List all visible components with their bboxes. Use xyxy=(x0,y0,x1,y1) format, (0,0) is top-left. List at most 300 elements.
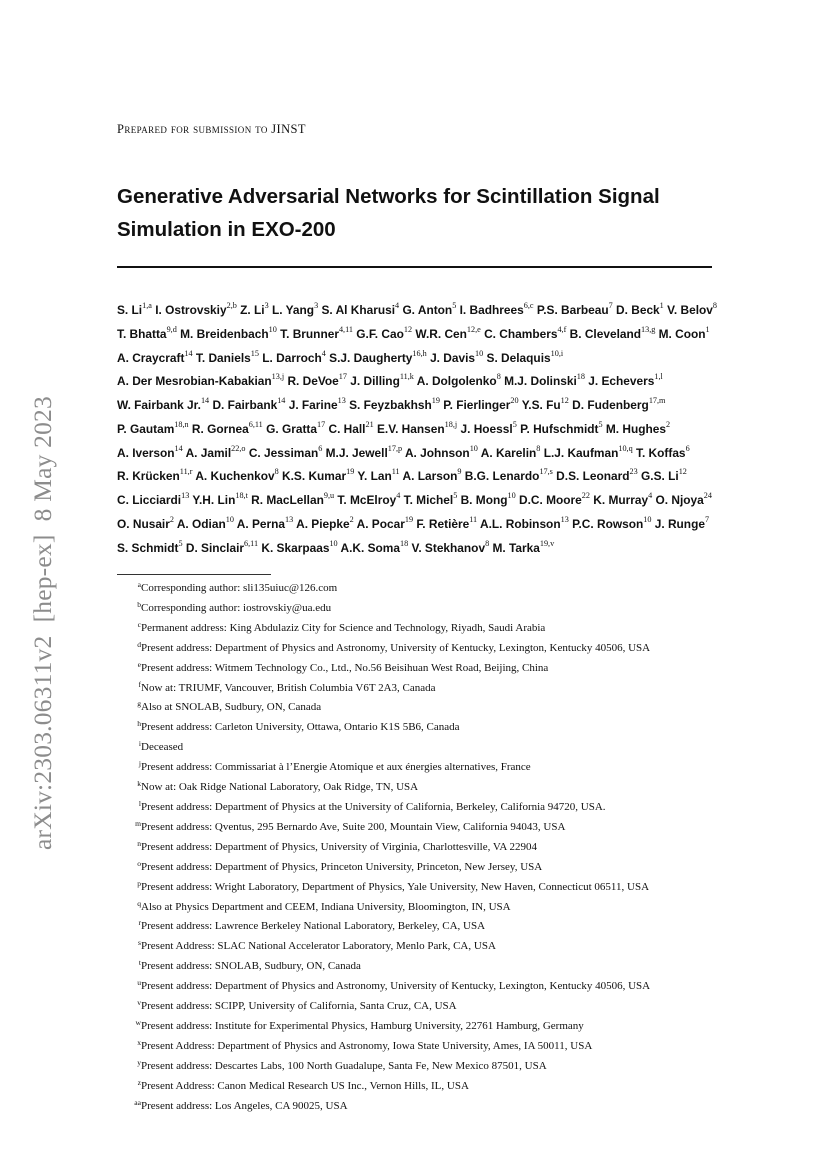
author-name: V. Belov xyxy=(667,302,713,317)
author-name: Y. Lan xyxy=(357,469,392,484)
footnote-mark: l xyxy=(138,798,141,808)
author-name: O. Nusair xyxy=(117,516,170,531)
author-entry xyxy=(117,514,174,531)
author-affiliation-mark: 12,e xyxy=(466,324,481,334)
author-affiliation-mark: 17,p xyxy=(387,443,403,453)
footnote-item xyxy=(117,1035,727,1055)
author-entry xyxy=(504,374,585,388)
author-entry xyxy=(321,303,399,317)
author-name: C. Hall xyxy=(328,421,366,436)
footnote-mark: n xyxy=(137,838,141,848)
footnote-mark: p xyxy=(137,878,141,888)
author-affiliation-mark: 1 xyxy=(705,324,710,334)
footnote-divider xyxy=(117,574,271,575)
author-name: I. Badhrees xyxy=(459,302,524,317)
author-name: T. Michel xyxy=(403,493,454,508)
author-name: A. Jamil xyxy=(185,445,232,460)
author-name: S.J. Daugherty xyxy=(329,350,413,365)
footnote-text: Now at: TRIUMF, Vancouver, British Columbia V6T 2A3, Canada xyxy=(141,681,436,694)
author-affiliation-mark: 13 xyxy=(337,396,346,406)
author-entry xyxy=(605,419,671,436)
footnote-item xyxy=(117,617,727,637)
author-entry xyxy=(588,374,663,388)
author-affiliation-mark: 17 xyxy=(316,419,326,429)
author-name: B. Cleveland xyxy=(569,326,642,341)
author-affiliation-mark: 4,11 xyxy=(338,324,353,334)
author-entry xyxy=(403,469,462,483)
author-entry xyxy=(328,419,374,436)
author-name: T. Bhatta xyxy=(117,326,167,341)
author-entry xyxy=(195,469,278,483)
author-name: P.S. Barbeau xyxy=(536,302,609,317)
author-name: L.J. Kaufman xyxy=(543,445,619,460)
author-affiliation-mark: 14 xyxy=(184,348,193,358)
author-name: S. Schmidt xyxy=(117,540,179,555)
author-affiliation-mark: 5 xyxy=(452,301,457,310)
footnote-text: Present address: Department of Physics at the University of California, Berkeley, California 94720, USA. xyxy=(141,800,606,813)
author-affiliation-mark: 4 xyxy=(648,491,653,501)
author-entry xyxy=(350,374,414,388)
author-affiliation-mark: 4,f xyxy=(557,324,567,334)
footnote-mark: v xyxy=(137,998,141,1008)
author-entry xyxy=(337,493,400,507)
author-entry xyxy=(404,493,458,507)
footnote-mark: m xyxy=(135,818,141,828)
author-name: D. Fairbank xyxy=(212,398,278,413)
author-entry xyxy=(191,419,263,436)
footnote-text: Present address: Wright Laboratory, Department of Physics, Yale University, New Haven, Connecticut 06511, USA xyxy=(141,880,650,893)
author-affiliation-mark: 17,m xyxy=(648,396,666,406)
author-name: A. Der Mesrobian-Kabakian xyxy=(117,374,272,389)
author-entry xyxy=(236,514,294,531)
author-affiliation-mark: 10 xyxy=(469,443,478,453)
author-name: C. Jessiman xyxy=(248,445,319,460)
author-affiliation-mark: 6,c xyxy=(523,301,534,310)
footnote-mark: q xyxy=(137,898,141,908)
footnote-text: Present address: Lawrence Berkeley National Laboratory, Berkeley, CA, USA xyxy=(141,920,486,933)
footnote-text: Present Address: Canon Medical Research US Inc., Vernon Hills, IL, USA xyxy=(141,1079,469,1092)
footnote-item xyxy=(117,1015,727,1035)
author-entry xyxy=(415,324,481,341)
author-name: D.S. Leonard xyxy=(556,469,630,484)
author-name: K.S. Kumar xyxy=(282,469,347,484)
author-entry xyxy=(266,419,326,436)
author-entry xyxy=(543,443,633,460)
footnote-mark: c xyxy=(137,619,141,629)
author-affiliation-mark: 5 xyxy=(512,419,517,429)
author-affiliation-mark: 18 xyxy=(576,372,585,382)
author-name: G. Anton xyxy=(402,302,453,317)
author-affiliation-mark: 6 xyxy=(685,443,690,453)
author-affiliation-mark: 10 xyxy=(475,348,484,358)
author-name: S. Li xyxy=(117,302,143,317)
author-affiliation-mark: 1,a xyxy=(142,301,152,310)
author-name: D.C. Moore xyxy=(518,493,582,508)
footnote-item xyxy=(117,856,727,876)
footnote-text: Present address: Qventus, 295 Bernardo Ave, Suite 200, Mountain View, California 94043, USA xyxy=(141,820,566,833)
author-affiliation-mark: 13,j xyxy=(271,372,285,382)
author-affiliation-mark: 4 xyxy=(395,301,400,310)
footnote-item xyxy=(117,896,727,916)
footnote-mark: j xyxy=(138,759,141,769)
author-name: J. Farine xyxy=(288,398,338,413)
author-entry xyxy=(402,303,456,317)
author-entry xyxy=(262,348,326,365)
author-entry xyxy=(280,324,353,341)
author-name: J. Hoessl xyxy=(460,421,513,436)
author-entry xyxy=(667,303,717,317)
author-affiliation-mark: 8 xyxy=(496,372,501,382)
author-entry xyxy=(356,514,414,531)
author-affiliation-mark: 9 xyxy=(457,467,462,477)
footnote-text: Present address: Institute for Experimental Physics, Hamburg University, 22761 Hamburg, Germany xyxy=(141,1019,584,1032)
footnote-item xyxy=(117,995,727,1015)
author-affiliation-mark: 22,o xyxy=(231,443,246,453)
author-affiliation-mark: 13,g xyxy=(641,324,656,334)
footnote-text: Present address: SNOLAB, Sudbury, ON, Canada xyxy=(141,960,361,973)
author-affiliation-mark: 19 xyxy=(431,396,440,406)
author-name: D. Beck xyxy=(616,302,660,317)
author-entry xyxy=(593,493,652,507)
author-name: T. Koffas xyxy=(636,445,686,460)
footnote-text: Present address: Department of Physics, University of Virginia, Charlottesville, VA 22904 xyxy=(141,840,538,853)
author-entry xyxy=(176,514,234,531)
author-affiliation-mark: 10 xyxy=(507,491,516,501)
author-entry xyxy=(519,493,590,507)
author-name: R. MacLellan xyxy=(251,493,324,508)
footnote-mark: z xyxy=(137,1077,141,1087)
author-name: A. Larson xyxy=(402,469,458,484)
author-name: A. Craycraft xyxy=(117,350,185,365)
author-affiliation-mark: 19,v xyxy=(539,538,555,548)
footnote-mark: u xyxy=(137,978,141,988)
author-entry xyxy=(460,303,534,317)
author-name: W. Fairbank Jr. xyxy=(117,398,201,413)
footnote-mark: e xyxy=(137,659,141,669)
footnote-text: Present address: Commissariat à l’Energie Atomique et aux énergies alternatives, France xyxy=(141,761,531,774)
footnote-mark: t xyxy=(138,958,141,968)
author-name: T. Brunner xyxy=(280,326,339,341)
author-name: M. Hughes xyxy=(605,421,667,436)
paper-title: Generative Adversarial Networks for Scintillation Signal Simulation in EXO-200 xyxy=(117,185,660,241)
footnote-item xyxy=(117,597,727,617)
footnote-text: Present address: Department of Physics and Astronomy, University of Kentucky, Lexington, Kentucky 40506, USA xyxy=(141,980,651,993)
author-affiliation-mark: 4 xyxy=(321,348,326,358)
footnote-text: Corresponding author: iostrovskiy@ua.edu xyxy=(141,601,332,614)
footnote-text: Now at: Oak Ridge National Laboratory, Oak Ridge, TN, USA xyxy=(141,781,419,794)
author-entry xyxy=(537,303,613,317)
author-name: M. Tarka xyxy=(492,540,540,555)
author-affiliation-mark: 5 xyxy=(453,491,458,501)
footnote-item xyxy=(117,955,727,975)
author-name: M. Coon xyxy=(658,326,706,341)
author-entry xyxy=(251,493,334,507)
author-name: A.L. Robinson xyxy=(480,516,561,531)
author-entry xyxy=(461,493,516,507)
author-entry xyxy=(443,398,518,412)
author-entry xyxy=(248,443,323,460)
author-affiliation-mark: 18 xyxy=(399,538,409,548)
footnote-item xyxy=(117,776,727,796)
footnote-item xyxy=(117,736,727,756)
author-entry xyxy=(492,538,555,555)
footnote-item xyxy=(117,677,727,697)
author-affiliation-mark: 18,n xyxy=(174,419,189,429)
author-name: S. Al Kharusi xyxy=(321,302,396,317)
author-entry xyxy=(180,324,277,341)
author-affiliation-mark: 24 xyxy=(703,491,712,501)
footnote-item xyxy=(117,1075,727,1095)
footnote-item xyxy=(117,836,727,856)
author-name: A. Perna xyxy=(236,516,286,531)
author-entry xyxy=(569,324,656,341)
author-name: L. Yang xyxy=(271,302,315,317)
footnote-item xyxy=(117,915,727,935)
footnote-text: Present address: Carleton University, Ottawa, Ontario K1S 5B6, Canada xyxy=(141,721,460,734)
author-affiliation-mark: 11 xyxy=(391,467,400,477)
footnote-text: Corresponding author: sli135uiuc@126.com xyxy=(141,582,338,594)
author-affiliation-mark: 11,r xyxy=(179,467,193,477)
author-entry xyxy=(556,469,638,483)
author-name: R. Gornea xyxy=(191,421,249,436)
author-entry xyxy=(357,469,399,483)
author-affiliation-mark: 8 xyxy=(536,443,541,453)
author-entry xyxy=(325,443,403,460)
footnote-text: Present address: Department of Physics and Astronomy, University of Kentucky, Lexington, Kentucky 40506, USA xyxy=(141,641,651,654)
author-entry xyxy=(240,303,269,317)
author-affiliation-mark: 2 xyxy=(666,419,671,429)
author-entry xyxy=(377,419,458,436)
author-entry xyxy=(117,419,189,436)
author-name: R. DeVoe xyxy=(287,374,339,389)
author-affiliation-mark: 13 xyxy=(560,514,569,524)
footnote-mark: i xyxy=(138,739,141,749)
author-affiliation-mark: 5 xyxy=(178,538,183,548)
author-name: B. Mong xyxy=(460,493,508,508)
author-name: A. Piepke xyxy=(296,516,350,531)
author-affiliation-mark: 19 xyxy=(404,514,414,524)
author-affiliation-mark: 2,b xyxy=(226,301,237,310)
author-name: S. Delaquis xyxy=(486,350,551,365)
author-name: G.F. Cao xyxy=(356,326,404,341)
author-affiliation-mark: 8 xyxy=(274,467,279,477)
author-entry xyxy=(117,398,209,412)
footnote-list xyxy=(117,577,727,1114)
author-list xyxy=(117,297,722,558)
footnote-mark: h xyxy=(137,719,141,729)
footnote-item xyxy=(117,756,727,776)
footnote-text: Present address: Descartes Labs, 100 North Guadalupe, Santa Fe, New Mexico 87501, USA xyxy=(141,1059,547,1072)
author-name: K. Murray xyxy=(593,493,649,508)
author-name: A. Dolgolenko xyxy=(416,374,497,389)
author-name: A. Kuchenkov xyxy=(195,469,275,484)
author-entry xyxy=(272,303,318,317)
footnote-item xyxy=(117,975,727,995)
footnote-mark: o xyxy=(137,858,141,868)
author-affiliation-mark: 3 xyxy=(314,301,319,310)
author-name: Z. Li xyxy=(240,302,265,317)
author-name: W.R. Cen xyxy=(415,326,467,341)
author-affiliation-mark: 8 xyxy=(712,301,717,310)
footnote-text: Present address: SCIPP, University of California, Santa Cruz, CA, USA xyxy=(141,1000,457,1013)
author-entry xyxy=(117,469,192,483)
author-name: T. McElroy xyxy=(337,493,397,508)
footnote-text: Permanent address: King Abdulaziz City for Science and Technology, Riyadh, Saudi Arabia xyxy=(141,621,546,634)
author-affiliation-mark: 22 xyxy=(581,491,590,501)
author-affiliation-mark: 18,t xyxy=(235,491,248,501)
footnote-item xyxy=(117,796,727,816)
author-entry xyxy=(195,348,259,365)
author-entry xyxy=(484,324,567,341)
author-entry xyxy=(117,493,189,507)
author-entry xyxy=(117,443,183,460)
author-entry xyxy=(486,348,564,365)
footnote-item xyxy=(117,657,727,677)
author-entry xyxy=(411,538,490,555)
author-affiliation-mark: 5 xyxy=(598,419,603,429)
author-affiliation-mark: 10,q xyxy=(618,443,633,453)
footnote-item xyxy=(117,876,727,896)
author-name: C. Licciardi xyxy=(117,493,182,508)
footnote-mark: a xyxy=(137,580,141,589)
author-name: D. Fudenberg xyxy=(572,398,649,413)
author-name: L. Darroch xyxy=(262,350,322,365)
author-affiliation-mark: 9,u xyxy=(323,491,335,501)
author-name: A. Odian xyxy=(176,516,226,531)
author-name: V. Stekhanov xyxy=(411,540,486,555)
author-affiliation-mark: 19 xyxy=(346,467,355,477)
author-name: F. Retière xyxy=(416,516,470,531)
footnote-text: Present address: Witmem Technology Co., Ltd., No.56 Beisihuan West Road, Beijing, China xyxy=(141,661,549,674)
footnote-text: Also at SNOLAB, Sudbury, ON, Canada xyxy=(141,701,322,714)
author-name: A. Johnson xyxy=(404,445,470,460)
footnote-item xyxy=(117,577,727,597)
author-entry xyxy=(185,538,259,555)
footnote-mark: x xyxy=(137,1037,141,1047)
author-affiliation-mark: 6,11 xyxy=(244,538,259,548)
author-name: J. Davis xyxy=(430,350,476,365)
footnote-mark: w xyxy=(135,1017,141,1027)
author-name: A. Iverson xyxy=(117,445,175,460)
footnote-item xyxy=(117,1055,727,1075)
author-entry xyxy=(616,303,664,317)
footnote-mark: y xyxy=(137,1057,141,1067)
author-entry xyxy=(658,324,710,341)
author-entry xyxy=(329,348,427,365)
author-affiliation-mark: 11 xyxy=(469,514,478,524)
author-entry xyxy=(520,419,603,436)
footnote-item xyxy=(117,1095,727,1115)
author-name: E.V. Hansen xyxy=(377,421,445,436)
author-affiliation-mark: 7 xyxy=(608,301,613,310)
author-affiliation-mark: 14 xyxy=(277,396,286,406)
author-name: J. Runge xyxy=(654,516,705,531)
author-affiliation-mark: 2 xyxy=(169,514,174,524)
author-entry xyxy=(430,348,484,365)
author-name: K. Skarpaas xyxy=(261,540,330,555)
author-affiliation-mark: 1 xyxy=(659,301,664,310)
author-affiliation-mark: 14 xyxy=(174,443,183,453)
arxiv-identifier-stamp: arXiv:2303.06311v2 [hep-ex] 8 May 2023 xyxy=(28,396,57,850)
author-entry xyxy=(572,514,652,531)
footnote-text: Present address: Department of Physics, Princeton University, Princeton, New Jersey, USA xyxy=(141,860,543,873)
footnote-mark: s xyxy=(138,938,141,948)
author-affiliation-mark: 17,s xyxy=(539,467,553,477)
author-affiliation-mark: 21 xyxy=(365,419,374,429)
author-affiliation-mark: 4 xyxy=(396,491,401,501)
author-name: J. Echevers xyxy=(588,374,655,389)
author-entry xyxy=(261,538,338,555)
footnote-text: Present Address: Department of Physics and Astronomy, Iowa State University, Ames, IA 50011, USA xyxy=(141,1039,593,1052)
author-affiliation-mark: 6 xyxy=(318,443,323,453)
author-name: G.S. Li xyxy=(641,469,679,484)
author-name: G. Gratta xyxy=(266,421,317,436)
author-entry xyxy=(117,348,193,365)
author-affiliation-mark: 10,i xyxy=(550,348,564,358)
author-entry xyxy=(212,398,285,412)
author-entry xyxy=(117,538,183,555)
footnote-item xyxy=(117,637,727,657)
author-entry xyxy=(349,398,440,412)
author-entry xyxy=(654,514,710,531)
author-name: Y.H. Lin xyxy=(192,493,236,508)
author-affiliation-mark: 10 xyxy=(268,324,277,334)
footnote-item xyxy=(117,935,727,955)
author-entry xyxy=(480,514,569,531)
author-entry xyxy=(480,443,541,460)
author-name: A.K. Soma xyxy=(340,540,400,555)
author-affiliation-mark: 18,j xyxy=(444,419,458,429)
author-name: M.J. Jewell xyxy=(325,445,388,460)
journal-name: JINST xyxy=(271,122,306,136)
author-entry xyxy=(289,398,346,412)
footnote-mark: g xyxy=(137,699,141,709)
footnote-text: Deceased xyxy=(141,741,184,754)
author-affiliation-mark: 1,l xyxy=(654,372,663,382)
author-name: M.J. Dolinski xyxy=(504,374,577,389)
author-affiliation-mark: 6,11 xyxy=(248,419,263,429)
footnote-mark: f xyxy=(138,679,141,689)
author-affiliation-mark: 17 xyxy=(338,372,347,382)
author-name: P. Fierlinger xyxy=(443,398,511,413)
footnote-mark: aa xyxy=(134,1097,141,1107)
author-entry xyxy=(404,443,478,460)
author-affiliation-mark: 20 xyxy=(510,396,519,406)
author-affiliation-mark: 3 xyxy=(264,301,269,310)
author-entry xyxy=(417,374,501,388)
author-entry xyxy=(636,443,690,460)
author-entry xyxy=(117,324,177,341)
author-name: D. Sinclair xyxy=(185,540,245,555)
author-name: P. Gautam xyxy=(117,421,175,436)
author-entry xyxy=(340,538,409,555)
author-affiliation-mark: 10 xyxy=(643,514,652,524)
author-name: P. Hufschmidt xyxy=(520,421,599,436)
author-name: I. Ostrovskiy xyxy=(155,302,227,317)
title-divider xyxy=(117,266,712,268)
author-entry xyxy=(296,514,354,531)
author-affiliation-mark: 15 xyxy=(250,348,259,358)
author-name: S. Feyzbakhsh xyxy=(349,398,432,413)
author-affiliation-mark: 14 xyxy=(200,396,210,406)
author-name: J. Dilling xyxy=(350,374,400,389)
footnote-text: Also at Physics Department and CEEM, Indiana University, Bloomington, IN, USA xyxy=(141,900,511,913)
author-entry xyxy=(416,514,478,531)
author-affiliation-mark: 12 xyxy=(678,467,687,477)
author-name: C. Chambers xyxy=(484,326,558,341)
footnote-mark: k xyxy=(137,779,141,789)
author-affiliation-mark: 12 xyxy=(403,324,413,334)
